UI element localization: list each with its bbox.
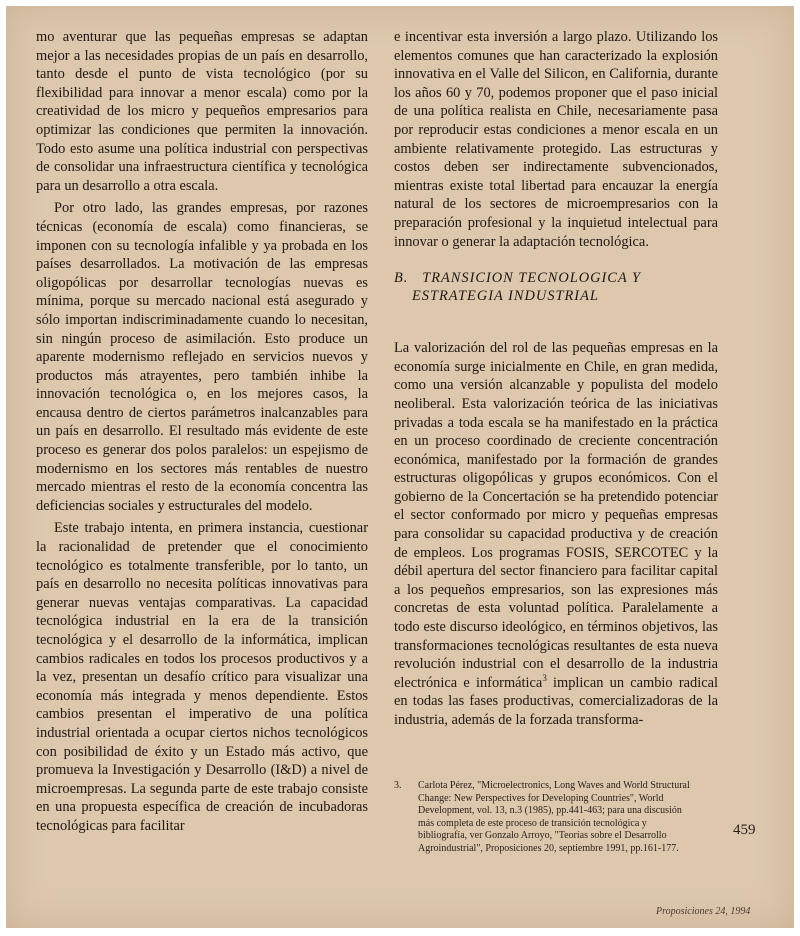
running-footer: Proposiciones 24, 1994 <box>656 906 751 917</box>
paragraph-text-end: implican un cambio radical en todas las fases productivas, comercializadoras de la industria, además de la forzada transforma- <box>394 674 719 728</box>
paragraph-text: La valorización del rol de las pequeñas empresas en la economía surge inicialmente en Chile, en gran medida, como una versión alcanzable y populista del modelo neoliberal. Esta valorización teórica de las iniciativas privadas a toda escala se ha manifestado en la práctica en un proceso coordinado de creciente concentración económica, manifestado por la formación de grandes estructuras oligopólicas y grupos económicos. Con el gobierno de la Concertación se ha pretendido potenciar el sector conformado por micro y pequeñas empresas para consolidar su capacidad productiva y de creación de empleos. Los programas FOSIS, SERCOTEC y la débil apertura del sector financiero para facilitar capital a los pequeños empresarios, son las expresiones más concretas de esta voluntad política. Paralelamente a todo este discurso ideológico, en términos objetivos, las transformaciones tecnológicas resultantes de esta nueva revolución industrial con el desarrollo de la industria electrónica e informática <box>394 340 718 691</box>
page-number: 459 <box>733 822 756 838</box>
right-text-column <box>394 28 718 730</box>
paragraph <box>394 339 718 729</box>
footnote-marker: 3 <box>542 673 547 684</box>
left-text-column <box>36 28 368 836</box>
paragraph: Este trabajo intenta, en primera instancia, cuestionar la racionalidad de pretender que el conocimiento tecnológico es totalmente transferible, por lo tanto, un país en desarrollo no necesita políticas innovativas para generar nuevas ventajas comparativas. La capacidad tecnológica industrial en la era de la transición tecnológica y el desarrollo de la informática, implican cambios radicales en todos los procesos productivos y a la vez, presentan un desafío crítico para visualizar una economía más integrada y menos dependiente. Estos cambios presentan el imperativo de una política industrial orientada a ocupar ciertos nichos tecnológicos con posibilidad de éxito y un Estado más activo, que promueva la Investigación y Desarrollo (I&D) a nivel de microempresas. La segunda parte de este trabajo consiste en una propuesta específica de creación de incubadoras tecnológicas para facilitar <box>36 520 368 834</box>
heading-text-1: TRANSICION TECNOLOGICA Y <box>422 270 642 287</box>
paragraph: mo aventurar que las pequeñas empresas se adaptan mejor a las necesidades propias de un país en desarrollo, tanto desde el punto de vista tecnológico (por su flexibilidad para innovar a menor escala) como por la creatividad de los micro y pequeños empresarios para optimizar las condiciones que permiten la innovación. Todo esto asume una política industrial con perspectivas de consolidar una infraestructura científica y tecnológica para un desarrollo a otra escala. <box>36 29 368 194</box>
footnote-text: Carlota Pérez, "Microelectronics, Long Waves and World Structural Change: New Perspectives for Developing Countries", World Development, vol. 13, n.3 (1985), pp.441-463; para una discusión más completa de este proceso de transición tecnológica y bibliografía, ver Gonzalo Arroyo, "Teorías sobre el Desarrollo Agroindustrial", Proposiciones 20, septiembre 1991, pp.161-177. <box>418 780 690 854</box>
paragraph: e incentivar esta inversión a largo plazo. Utilizando los elementos comunes que han caracterizado la explosión innovativa en el Valle del Silicon, en California, durante los años 60 y 70, podemos proponer que el paso inicial de una política realista en Chile, necesariamente pasa por reproducir estas condiciones a menor escala en un ambiente relativamente protegido. Las estructuras y costos deben ser indirectamente subvencionados, mientras existe total libertad para encauzar la energía natural de los sectores de microempresarios con la preparación profesional y la inquietud intelectual para innovar o generar la adaptación tecnológica. <box>394 29 718 250</box>
paragraph: Por otro lado, las grandes empresas, por razones técnicas (economía de escala) como financieras, se imponen con su tecnología infalible y ya probada en los países desarrollados. La motivación de las empresas oligopólicas por desarrollar tecnologías nuevas es mínima, porque su mercado nacional está asegurado y sólo importan indiscriminadamente cuando lo necesitan, sin ningún proceso de asimilación. Esto produce un aparente modernismo reflejado en servicios nuevos y productos más atrayentes, pero también inhibe la innovación tecnológica o, en los mejores casos, la encausa dentro de ciertos parámetros inalcanzables para un país en desarrollo. El resultado más evidente de este proceso es generar dos polos paralelos: un espejismo de modernismo en los sectores más rentables de nuestro mercado mientras el resto de la economía concentra las deficiencias sociales y estructurales del modelo. <box>36 200 368 514</box>
footnote <box>394 780 694 856</box>
heading-line-2: ESTRATEGIA INDUSTRIAL <box>412 288 599 305</box>
scanned-page <box>6 6 794 928</box>
footnote-number: 3. <box>394 780 402 791</box>
section-heading <box>394 269 718 305</box>
heading-line-1 <box>394 269 718 287</box>
heading-letter: B. <box>394 270 409 287</box>
